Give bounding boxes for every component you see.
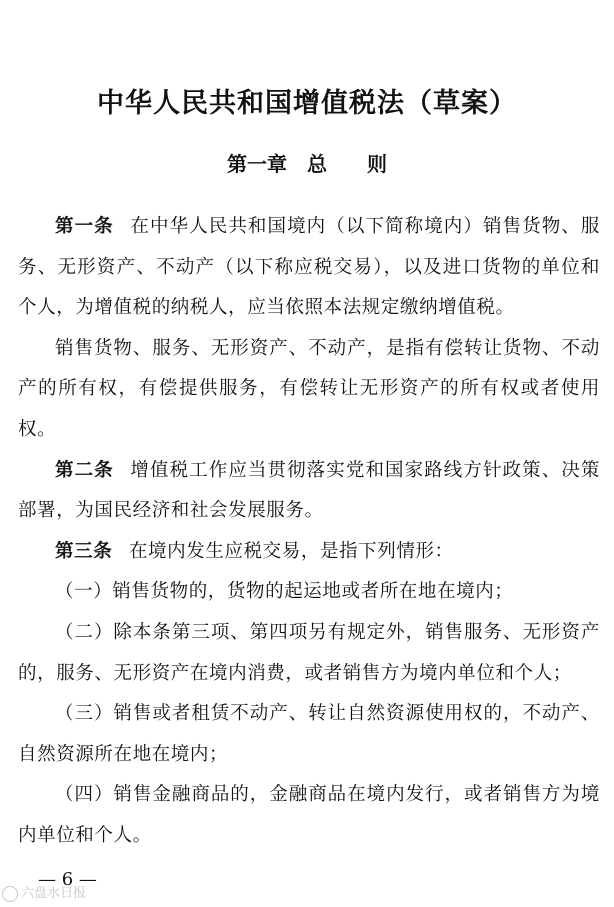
- chapter-heading: 第一章 总 则: [227, 152, 387, 176]
- watermark-text: 六盘水日报: [21, 886, 87, 901]
- paragraph-text: （二）除本条第三项、第四项另有规定外，销售服务、无形资产的，服务、无形资产在境内消费，或者销售方为境内单位和个人；: [18, 621, 600, 684]
- paragraph-text: 在中华人民共和国境内（以下简称境内）销售货物、服务、无形资产、不动产（以下称应税交易），以及进口货物的单位和个人，为增值税的纳税人，应当依照本法规定缴纳增值税。: [18, 216, 600, 319]
- article-label: 第二条: [55, 459, 114, 481]
- watermark: [2, 884, 112, 904]
- paragraph-text: 在境内发生应税交易，是指下列情形：: [128, 540, 454, 562]
- article-paragraph: [18, 532, 600, 573]
- paragraph-text: （一）销售货物的，货物的起运地或者所在地在境内；: [55, 581, 514, 603]
- paragraph-text: （三）销售或者租赁不动产、转让自然资源使用权的，不动产、自然资源所在地在境内；: [18, 703, 600, 765]
- document-body: [18, 207, 600, 857]
- list-item-paragraph: [18, 775, 600, 856]
- paragraph-text: 增值税工作应当贯彻落实党和国家路线方针政策、决策部署，为国民经济和社会发展服务。: [18, 459, 600, 522]
- watermark-logo-icon: [2, 886, 18, 902]
- article-paragraph: [18, 207, 600, 329]
- article-label: 第三条: [55, 540, 113, 562]
- article-paragraph: [18, 451, 600, 532]
- page-number: — 6 —: [38, 869, 97, 890]
- list-item-paragraph: [18, 694, 600, 775]
- paragraph-text: （四）销售金融商品的，金融商品在境内发行，或者销售方为境内单位和个人。: [18, 784, 600, 846]
- document-title: 中华人民共和国增值税法（草案）: [97, 88, 517, 119]
- article-label: 第一条: [55, 216, 114, 237]
- list-item-paragraph: [18, 572, 600, 613]
- list-item-paragraph: [18, 613, 600, 694]
- paragraph-text: 销售货物、服务、无形资产、不动产，是指有偿转让货物、不动产的所有权，有偿提供服务，有偿转让无形资产的所有权或者使用权。: [18, 337, 600, 440]
- article-paragraph: [18, 329, 600, 451]
